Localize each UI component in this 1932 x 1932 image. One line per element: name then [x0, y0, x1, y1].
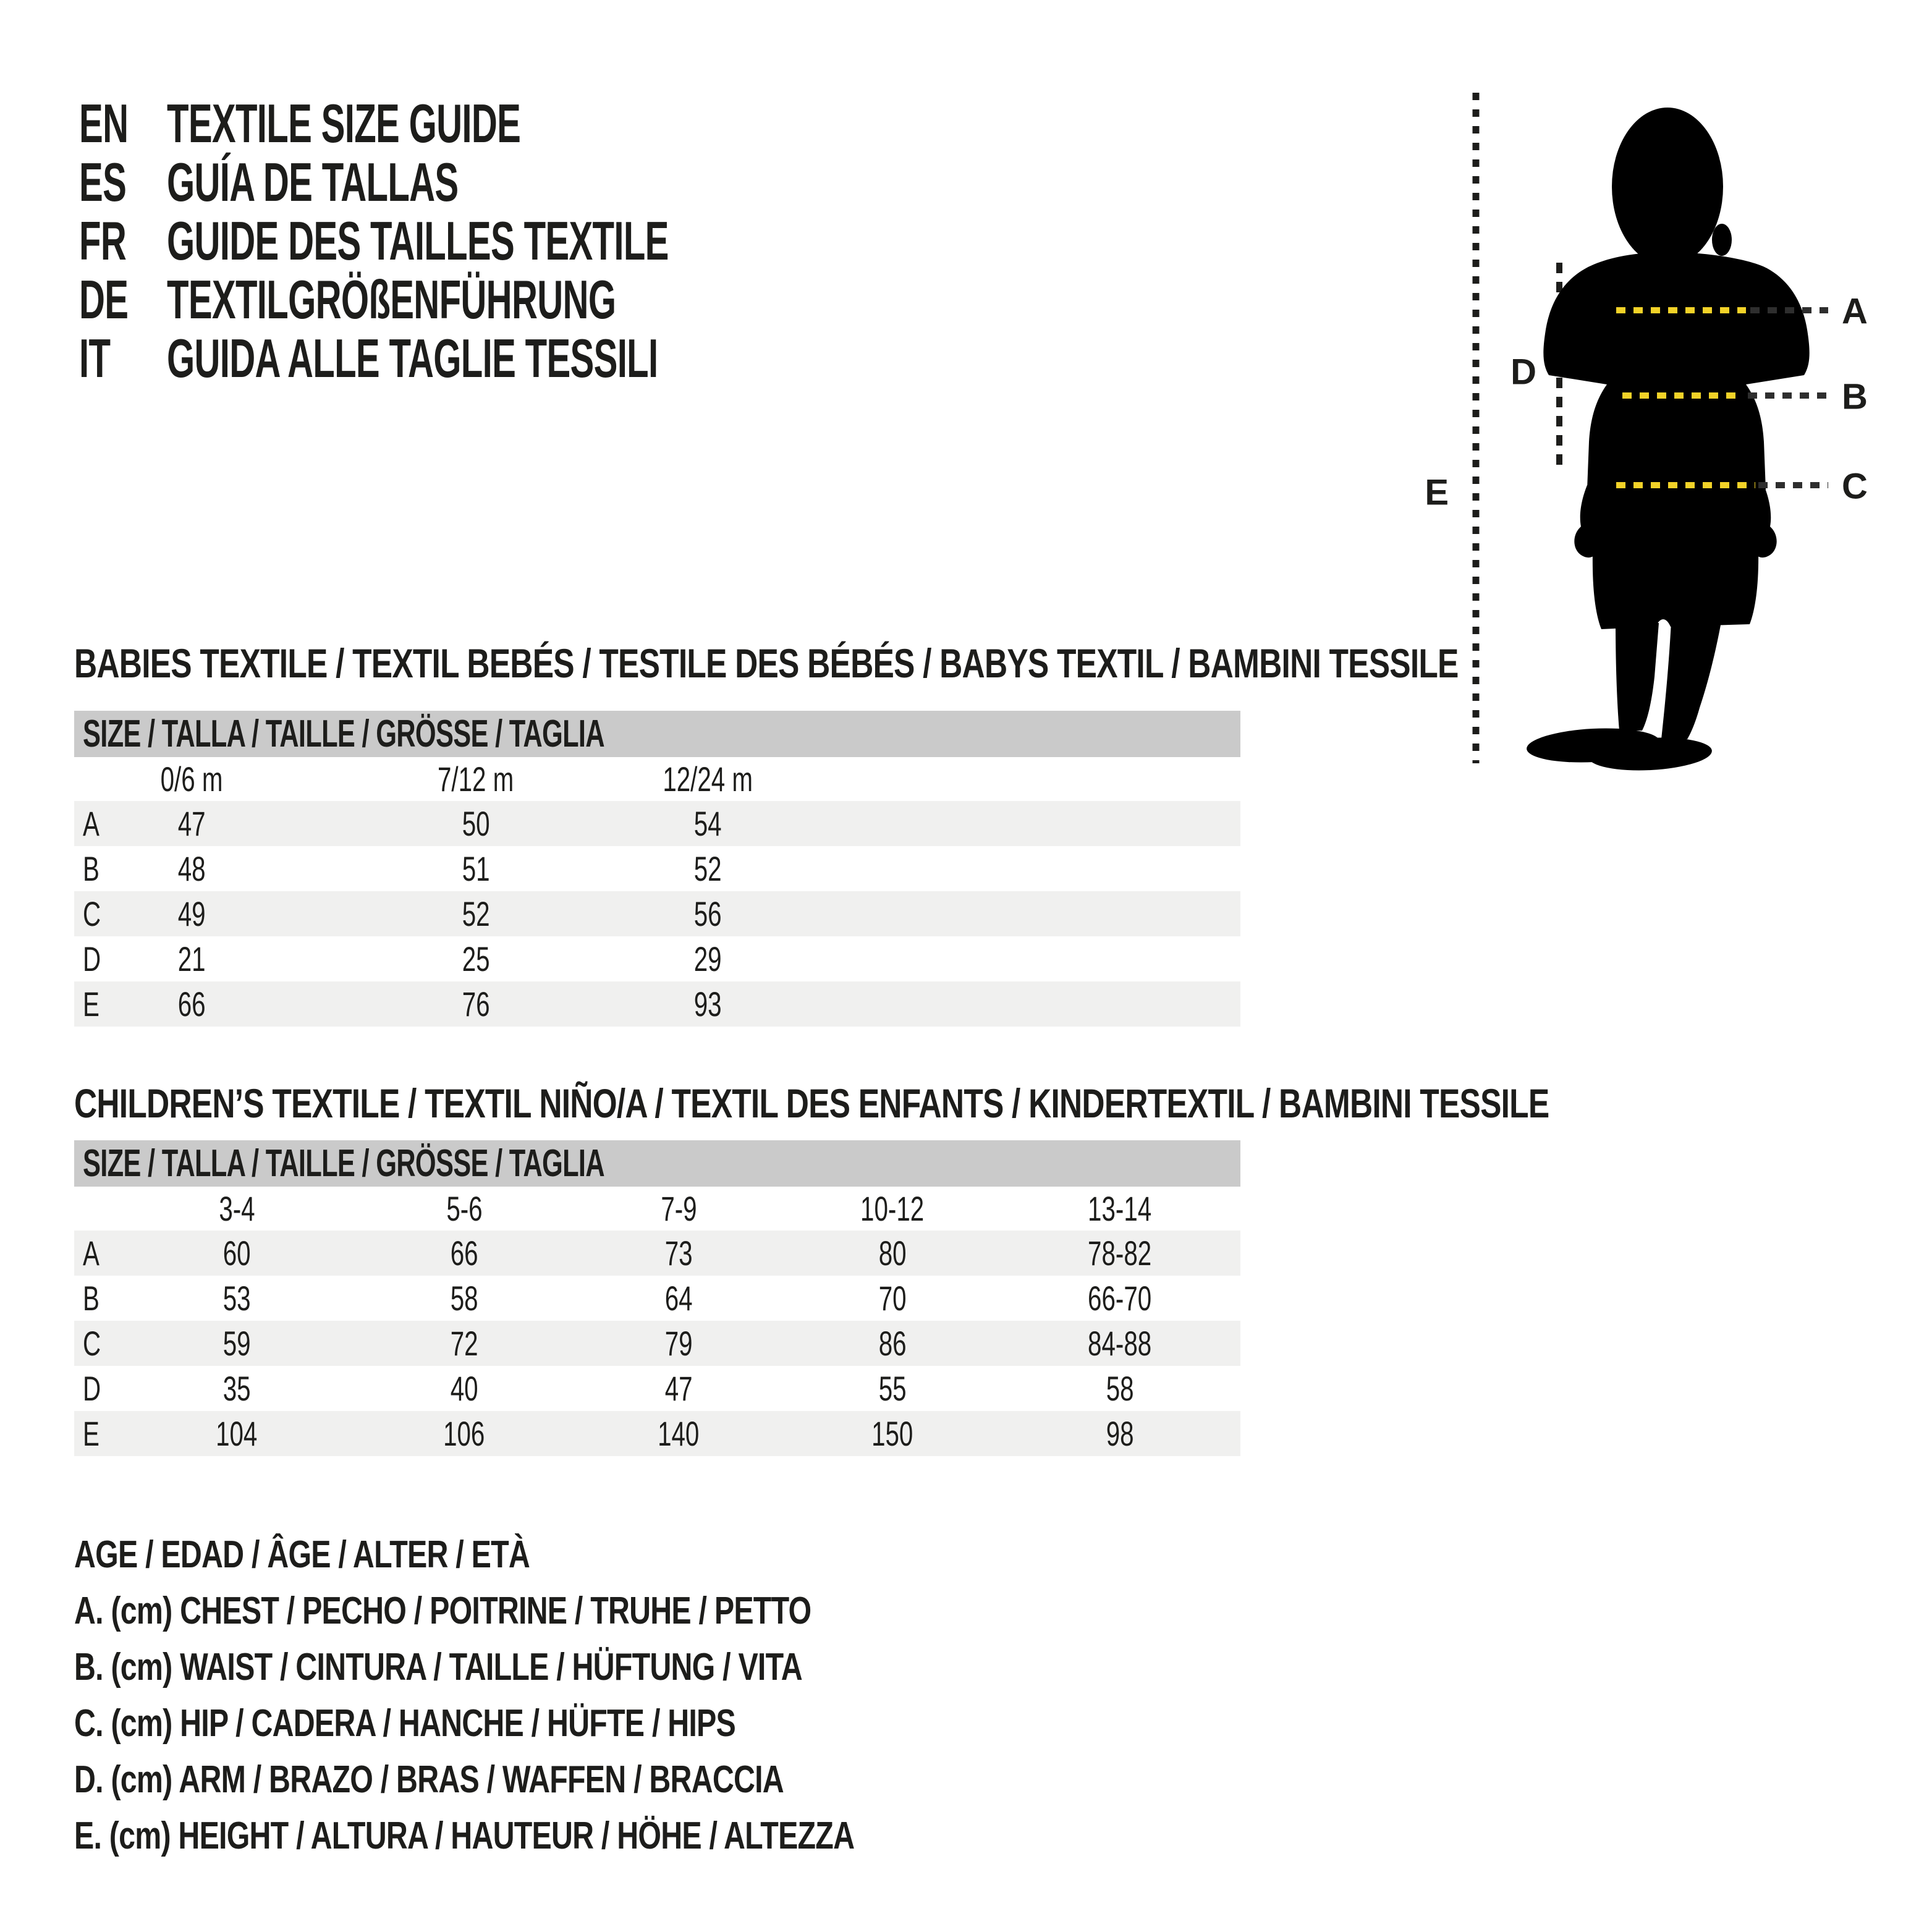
language-label: GUIDA ALLE TAGLIE TESSILI — [167, 327, 658, 389]
row-label: E — [83, 1414, 100, 1453]
silhouette-shorts-hands — [1574, 485, 1776, 629]
table-row — [74, 846, 1240, 891]
table-cell: 49 — [177, 894, 206, 933]
table-row — [74, 981, 1240, 1027]
table-cell: 106 — [443, 1414, 485, 1453]
row-label: B — [83, 1279, 100, 1318]
table-cell: 35 — [222, 1369, 251, 1408]
babies-size-header-bar: SIZE / TALLA / TAILLE / GRÖSSE / TAGLIA — [74, 711, 1240, 757]
row-label: E — [83, 985, 100, 1023]
table-cell: 73 — [664, 1234, 693, 1273]
language-code: DE — [79, 268, 129, 330]
table-cell: 50 — [462, 804, 490, 843]
table-cell: 98 — [1106, 1414, 1134, 1453]
children-column-header-row — [74, 1187, 1240, 1231]
table-cell: 40 — [450, 1369, 478, 1408]
table-cell: 55 — [878, 1369, 907, 1408]
legend-line-hip: C. (cm) HIP / CADERA / HANCHE / HÜFTE / HIPS — [74, 1702, 736, 1745]
table-cell: 58 — [450, 1279, 478, 1318]
measure-label-a: A — [1842, 291, 1868, 332]
table-cell: 64 — [664, 1279, 693, 1318]
table-row — [74, 801, 1240, 846]
measure-label-c: C — [1842, 466, 1868, 507]
table-cell: 70 — [878, 1279, 907, 1318]
language-code: EN — [79, 92, 129, 154]
table-cell: 78-82 — [1088, 1234, 1152, 1273]
table-row — [74, 891, 1240, 936]
row-label: C — [83, 1324, 101, 1363]
table-cell: 52 — [462, 894, 490, 933]
table-cell: 66 — [450, 1234, 478, 1273]
table-cell: 56 — [693, 894, 722, 933]
babies-section-title: BABIES TEXTILE / TEXTIL BEBÉS / TESTILE DES BÉBÉS / BABYS TEXTIL / BAMBINI TESSILE — [74, 640, 1459, 686]
table-cell: 25 — [462, 939, 490, 978]
table-row — [74, 1411, 1240, 1456]
children-size-header-bar: SIZE / TALLA / TAILLE / GRÖSSE / TAGLIA — [74, 1140, 1240, 1187]
language-row-en — [79, 94, 927, 153]
column-header: 3-4 — [218, 1189, 255, 1228]
row-label: C — [83, 894, 101, 933]
legend-line-arm: D. (cm) ARM / BRAZO / BRAS / WAFFEN / BRACCIA — [74, 1758, 784, 1801]
table-cell: 66 — [177, 985, 206, 1023]
language-code: IT — [79, 327, 111, 389]
table-cell: 52 — [693, 849, 722, 888]
table-row — [74, 1366, 1240, 1411]
row-label: D — [83, 939, 101, 978]
language-code: FR — [79, 210, 127, 271]
table-cell: 21 — [177, 939, 206, 978]
column-header: 5-6 — [446, 1189, 483, 1228]
language-label: GUÍA DE TALLAS — [167, 151, 459, 213]
table-cell: 150 — [871, 1414, 913, 1453]
table-row — [74, 936, 1240, 981]
language-label: GUIDE DES TAILLES TEXTILE — [167, 210, 669, 271]
table-cell: 47 — [664, 1369, 693, 1408]
table-cell: 93 — [693, 985, 722, 1023]
language-row-de — [79, 270, 927, 329]
row-label: A — [83, 1234, 100, 1273]
table-cell: 79 — [664, 1324, 693, 1363]
babies-column-header-row — [74, 757, 1240, 801]
table-cell: 59 — [222, 1324, 251, 1363]
language-code: ES — [79, 151, 127, 213]
legend-line-chest: A. (cm) CHEST / PECHO / POITRINE / TRUHE / PETTO — [74, 1590, 811, 1632]
table-row — [74, 1231, 1240, 1276]
language-row-fr — [79, 211, 927, 270]
row-label: D — [83, 1369, 101, 1408]
column-header: 0/6 m — [160, 760, 223, 799]
column-header: 10-12 — [860, 1189, 925, 1228]
measure-label-e: E — [1425, 472, 1449, 513]
measure-label-b: B — [1842, 376, 1868, 417]
language-row-it — [79, 329, 927, 388]
babies-size-table — [74, 711, 1240, 1027]
column-header: 12/24 m — [663, 760, 753, 799]
table-cell: 140 — [658, 1414, 700, 1453]
column-header: 7/12 m — [438, 760, 514, 799]
language-label: TEXTILE SIZE GUIDE — [167, 92, 521, 154]
measure-label-d: D — [1510, 352, 1536, 392]
table-row — [74, 1276, 1240, 1321]
table-cell: 58 — [1106, 1369, 1134, 1408]
language-label: TEXTILGRÖßENFÜHRUNG — [167, 268, 616, 330]
legend-line-age: AGE / EDAD / ÂGE / ALTER / ETÀ — [74, 1533, 530, 1576]
legend-line-waist: B. (cm) WAIST / CINTURA / TAILLE / HÜFTUNG / VITA — [74, 1646, 802, 1688]
table-cell: 104 — [216, 1414, 258, 1453]
children-size-table — [74, 1140, 1240, 1456]
table-cell: 84-88 — [1088, 1324, 1152, 1363]
column-header: 7-9 — [660, 1189, 697, 1228]
table-cell: 60 — [222, 1234, 251, 1273]
table-cell: 47 — [177, 804, 206, 843]
table-cell: 86 — [878, 1324, 907, 1363]
table-cell: 51 — [462, 849, 490, 888]
language-header — [79, 94, 927, 388]
table-row — [74, 1321, 1240, 1366]
legend-line-height: E. (cm) HEIGHT / ALTURA / HAUTEUR / HÖHE / ALTEZZA — [74, 1815, 855, 1857]
row-label: A — [83, 804, 100, 843]
language-row-es — [79, 153, 927, 211]
table-cell: 76 — [462, 985, 490, 1023]
table-cell: 53 — [222, 1279, 251, 1318]
silhouette-shirt — [1543, 252, 1809, 489]
table-cell: 54 — [693, 804, 722, 843]
table-cell: 80 — [878, 1234, 907, 1273]
table-cell: 48 — [177, 849, 206, 888]
table-cell: 66-70 — [1088, 1279, 1152, 1318]
column-header: 13-14 — [1088, 1189, 1152, 1228]
size-figure — [1409, 80, 1932, 810]
row-label: B — [83, 849, 100, 888]
children-section-title: CHILDREN’S TEXTILE / TEXTIL NIÑO/A / TEXTIL DES ENFANTS / KINDERTEXTIL / BAMBINI TESSILE — [74, 1080, 1549, 1126]
table-cell: 29 — [693, 939, 722, 978]
measurement-legend — [74, 1527, 1074, 1864]
table-cell: 72 — [450, 1324, 478, 1363]
